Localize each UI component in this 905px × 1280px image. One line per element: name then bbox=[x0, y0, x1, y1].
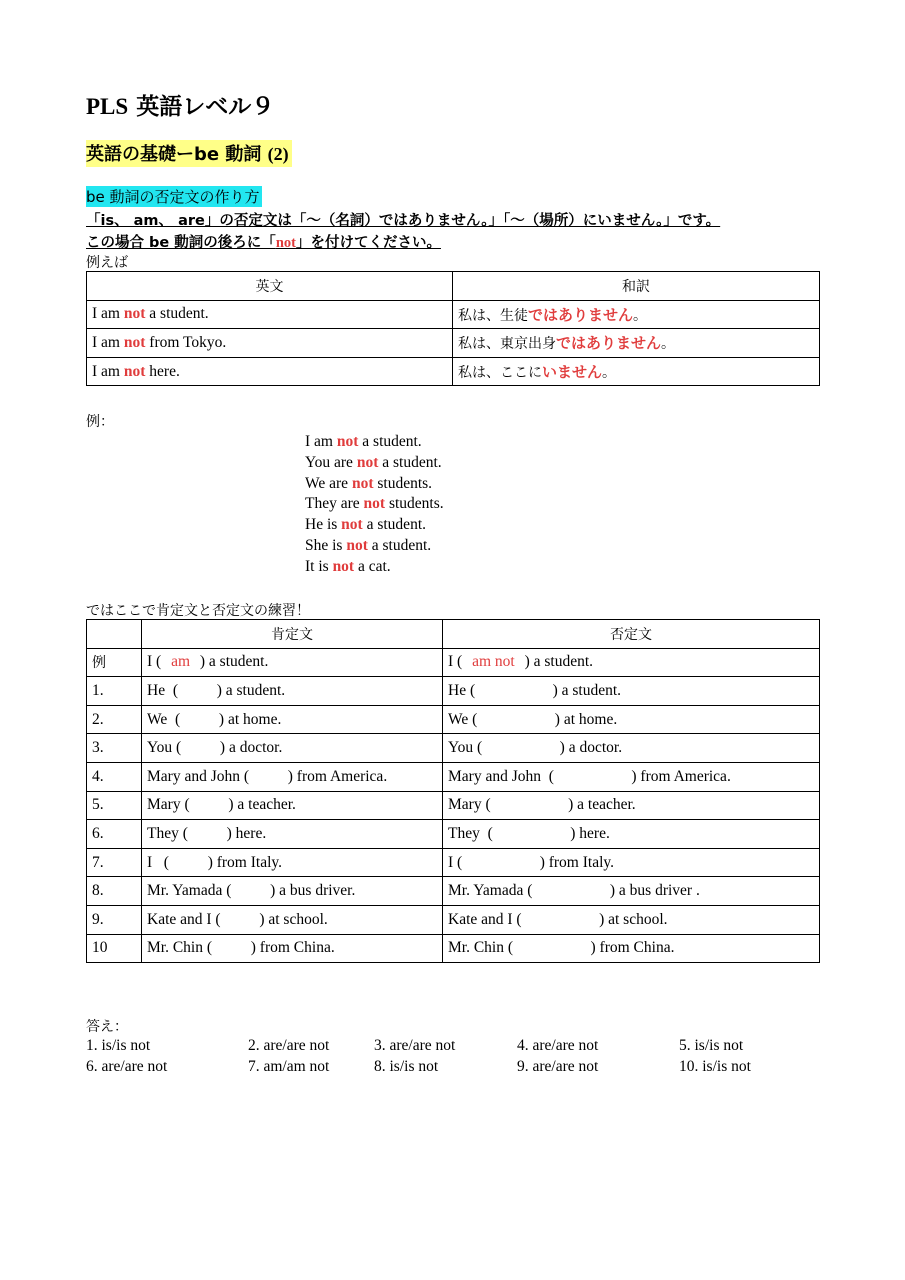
header-english: 英文 bbox=[87, 272, 453, 301]
header-negative: 否定文 bbox=[443, 620, 820, 649]
japanese-cell: 私は、東京出身ではありません。 bbox=[453, 329, 820, 358]
affirmative-cell: I ( am ) a student. bbox=[142, 648, 443, 677]
section-heading: be 動詞の否定文の作り方 bbox=[86, 188, 260, 206]
table-header-row bbox=[87, 620, 820, 649]
row-number: 7. bbox=[87, 848, 142, 877]
example-sentence: You are not a student. bbox=[305, 453, 442, 471]
practice-table bbox=[86, 619, 820, 963]
english-cell: I am not from Tokyo. bbox=[87, 329, 453, 358]
negative-cell[interactable]: They ( ) here. bbox=[443, 820, 820, 849]
header-affirmative: 肯定文 bbox=[142, 620, 443, 649]
answer-item: 9. are/are not bbox=[517, 1058, 599, 1075]
answer-item: 3. are/are not bbox=[374, 1037, 456, 1054]
row-number: 8. bbox=[87, 877, 142, 906]
answer-item: 2. are/are not bbox=[248, 1037, 330, 1054]
table-row bbox=[87, 329, 820, 358]
affirmative-cell[interactable]: Mary and John ( ) from America. bbox=[142, 762, 443, 791]
negative-cell[interactable]: Mary and John ( ) from America. bbox=[443, 762, 820, 791]
table-row bbox=[87, 734, 820, 763]
row-number: 10 bbox=[87, 934, 142, 963]
affirmative-cell[interactable]: They ( ) here. bbox=[142, 820, 443, 849]
example-label: 例えば bbox=[86, 255, 128, 271]
example-sentence: He is not a student. bbox=[305, 516, 426, 534]
example-sentence: She is not a student. bbox=[305, 536, 432, 554]
answer-item: 7. am/am not bbox=[248, 1058, 330, 1075]
row-number: 5. bbox=[87, 791, 142, 820]
table-row bbox=[87, 877, 820, 906]
row-number: 9. bbox=[87, 905, 142, 934]
japanese-cell: 私は、ここにいません。 bbox=[453, 357, 820, 386]
table-row bbox=[87, 762, 820, 791]
table-row bbox=[87, 905, 820, 934]
negative-cell[interactable]: Mr. Yamada ( ) a bus driver . bbox=[443, 877, 820, 906]
negative-cell[interactable]: He ( ) a student. bbox=[443, 677, 820, 706]
negative-cell[interactable]: Kate and I ( ) at school. bbox=[443, 905, 820, 934]
row-number: 2. bbox=[87, 705, 142, 734]
table-row bbox=[87, 934, 820, 963]
table-row bbox=[87, 791, 820, 820]
affirmative-cell[interactable]: We ( ) at home. bbox=[142, 705, 443, 734]
row-number: 例 bbox=[87, 648, 142, 677]
affirmative-cell[interactable]: Mr. Yamada ( ) a bus driver. bbox=[142, 877, 443, 906]
answer-item: 5. is/is not bbox=[679, 1037, 744, 1054]
table-row bbox=[87, 357, 820, 386]
answer-item: 10. is/is not bbox=[679, 1058, 751, 1075]
affirmative-cell[interactable]: You ( ) a doctor. bbox=[142, 734, 443, 763]
example-sentence: It is not a cat. bbox=[305, 557, 391, 575]
header-number bbox=[87, 620, 142, 649]
rule-line-2: この場合 be 動詞の後ろに「not」を付けてください。 bbox=[86, 235, 441, 251]
table-row bbox=[87, 300, 820, 329]
rule-line-1: 「is、 am、 are」の否定文は「〜（名詞）ではありません。」「〜（場所）にいません。」です。 bbox=[86, 213, 721, 229]
example-sentences bbox=[305, 432, 444, 578]
answer-item: 1. is/is not bbox=[86, 1037, 151, 1054]
negative-cell[interactable]: Mary ( ) a teacher. bbox=[443, 791, 820, 820]
lesson-subtitle: 英語の基礎ーbe 動詞 (2) bbox=[86, 140, 292, 167]
answer-item: 4. are/are not bbox=[517, 1037, 599, 1054]
negative-cell[interactable]: I ( ) from Italy. bbox=[443, 848, 820, 877]
row-number: 6. bbox=[87, 820, 142, 849]
example-sentence: I am not a student. bbox=[305, 433, 422, 450]
answer-item: 6. are/are not bbox=[86, 1058, 168, 1075]
affirmative-cell[interactable]: He ( ) a student. bbox=[142, 677, 443, 706]
row-number: 4. bbox=[87, 762, 142, 791]
table-row bbox=[87, 820, 820, 849]
example-sentence: They are not students. bbox=[305, 495, 444, 513]
translation-table bbox=[86, 271, 820, 386]
page-title: PLS 英語レベル９ bbox=[86, 94, 275, 120]
answer-item: 8. is/is not bbox=[374, 1058, 439, 1075]
japanese-cell: 私は、生徒ではありません。 bbox=[453, 300, 820, 329]
row-number: 3. bbox=[87, 734, 142, 763]
affirmative-cell[interactable]: Mr. Chin ( ) from China. bbox=[142, 934, 443, 963]
example-sentence: We are not students. bbox=[305, 474, 433, 492]
negative-cell: I ( am not ) a student. bbox=[443, 648, 820, 677]
table-row bbox=[87, 677, 820, 706]
negative-cell[interactable]: We ( ) at home. bbox=[443, 705, 820, 734]
answers-label: 答え： bbox=[86, 1019, 128, 1035]
negative-cell[interactable]: You ( ) a doctor. bbox=[443, 734, 820, 763]
table-row bbox=[87, 648, 820, 677]
table-header-row bbox=[87, 272, 820, 301]
practice-label: ではここで肯定文と否定文の練習！ bbox=[86, 603, 310, 619]
affirmative-cell[interactable]: I ( ) from Italy. bbox=[142, 848, 443, 877]
english-cell: I am not a student. bbox=[87, 300, 453, 329]
header-japanese: 和訳 bbox=[453, 272, 820, 301]
table-row bbox=[87, 705, 820, 734]
affirmative-cell[interactable]: Kate and I ( ) at school. bbox=[142, 905, 443, 934]
table-row bbox=[87, 848, 820, 877]
row-number: 1. bbox=[87, 677, 142, 706]
affirmative-cell[interactable]: Mary ( ) a teacher. bbox=[142, 791, 443, 820]
negative-cell[interactable]: Mr. Chin ( ) from China. bbox=[443, 934, 820, 963]
english-cell: I am not here. bbox=[87, 357, 453, 386]
rei-label: 例： bbox=[86, 414, 114, 430]
